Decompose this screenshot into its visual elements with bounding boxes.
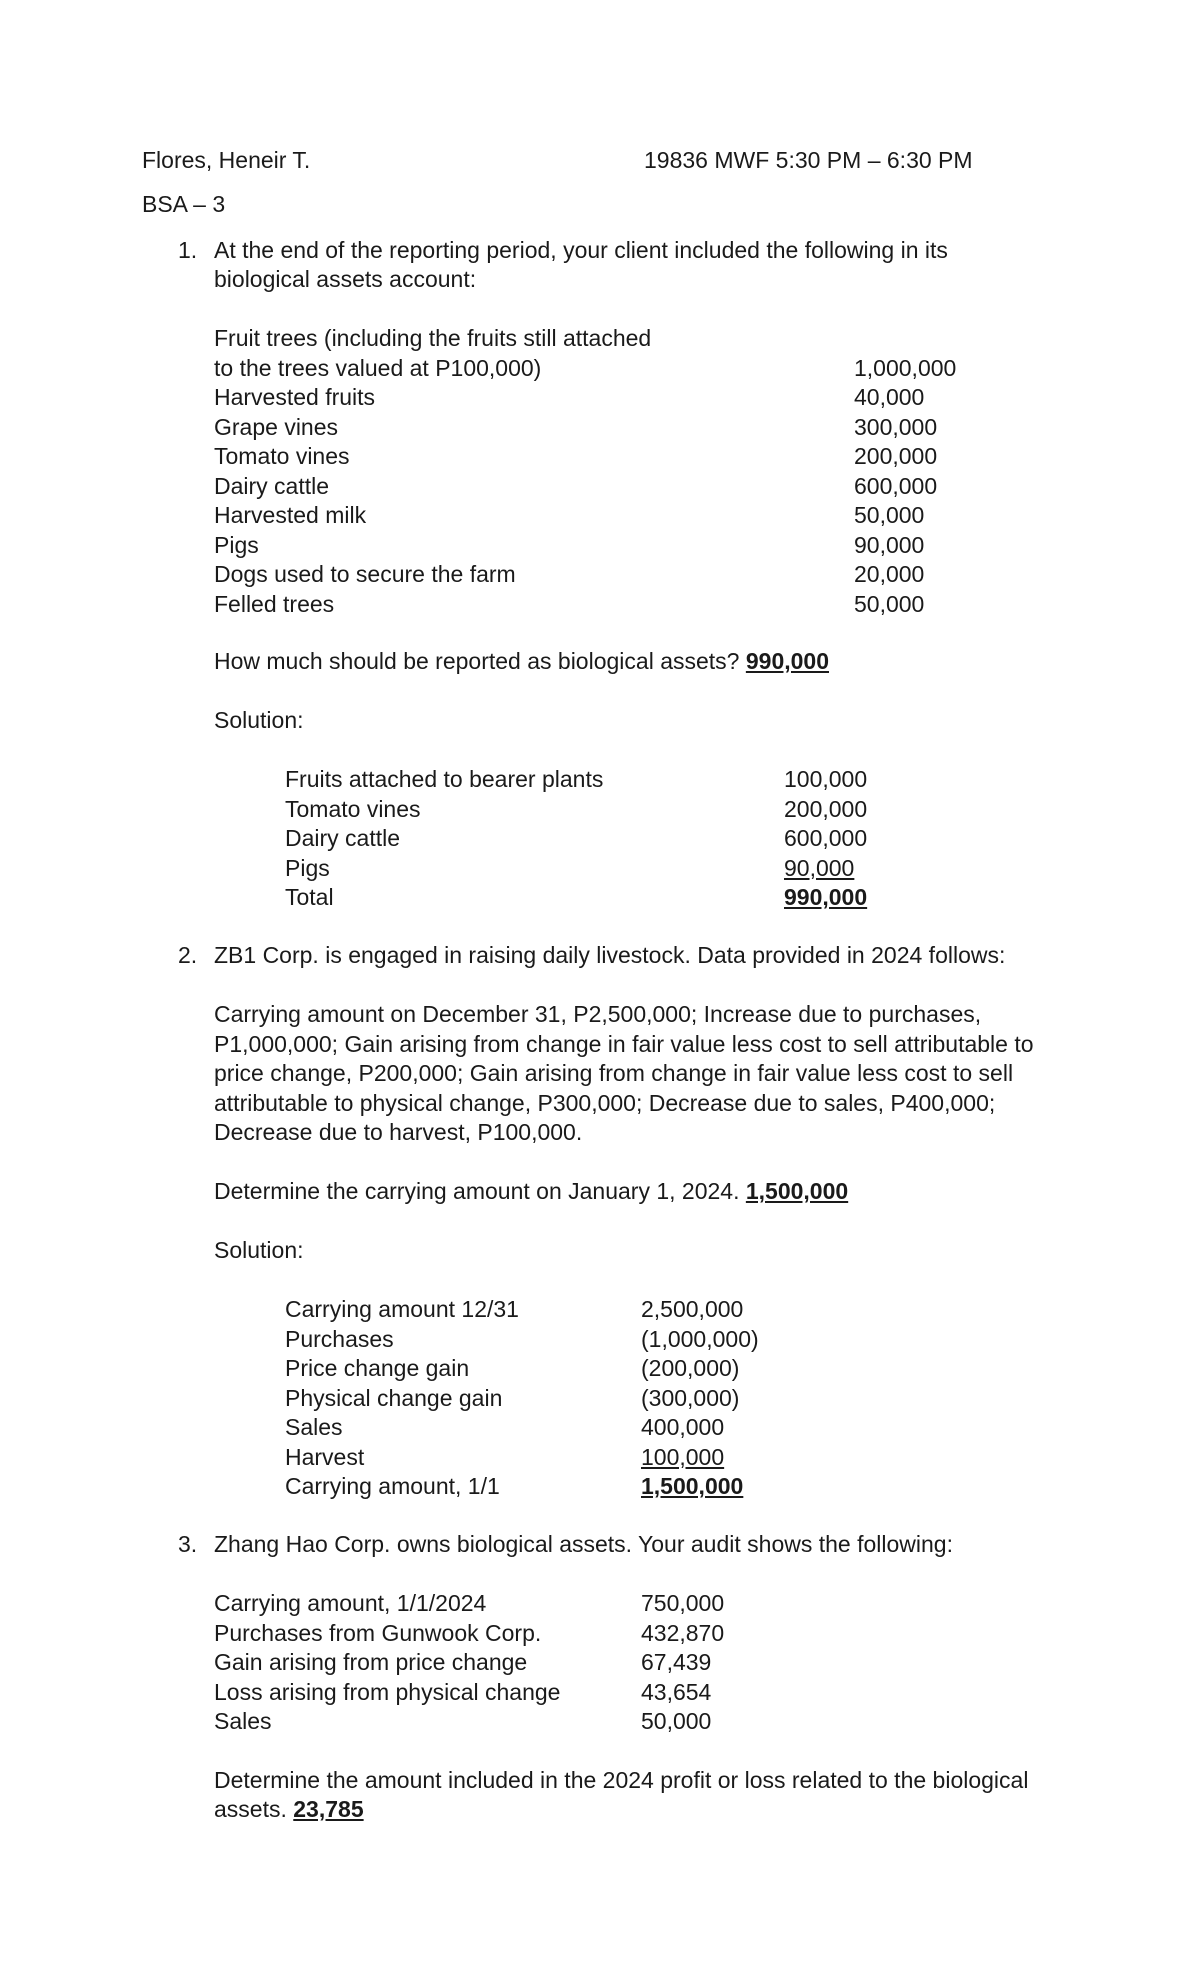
item-value: 40,000 xyxy=(854,384,925,410)
table-row xyxy=(214,472,1014,502)
solution-label: Carrying amount, 1/1 xyxy=(285,1473,500,1499)
solution-label: Fruits attached to bearer plants xyxy=(285,766,604,792)
item-value: 67,439 xyxy=(641,1649,712,1675)
item-value: 200,000 xyxy=(854,443,938,469)
item-label: Dogs used to secure the farm xyxy=(214,561,516,587)
table-row xyxy=(214,324,1014,354)
item-label: Dairy cattle xyxy=(214,472,330,499)
paragraph-line xyxy=(214,1030,1114,1060)
solution-value: 600,000 xyxy=(784,825,868,851)
paragraph-line xyxy=(214,1059,1114,1089)
solution-label: Total xyxy=(285,884,334,910)
q2-text: ZB1 Corp. is engaged in raising daily livestock. Data provided in 2024 follows: xyxy=(214,942,1006,968)
q1-question xyxy=(214,647,829,677)
q3-number: 3. xyxy=(178,1531,198,1557)
paragraph-line xyxy=(214,1118,1114,1148)
q2-question-text: Determine the carrying amount on January 1, 2024. xyxy=(214,1178,740,1204)
table-row xyxy=(285,765,985,795)
item-value: 90,000 xyxy=(854,531,925,558)
solution-label: Harvest xyxy=(285,1443,365,1470)
paragraph-line xyxy=(214,1089,1114,1119)
table-row xyxy=(214,1619,814,1649)
item-label: Harvested milk xyxy=(214,502,367,528)
solution-total: 990,000 xyxy=(784,884,868,910)
solution-value: 200,000 xyxy=(784,795,868,822)
solution-label: Dairy cattle xyxy=(285,825,401,851)
item-label: Tomato vines xyxy=(214,443,350,469)
item-label: Purchases from Gunwook Corp. xyxy=(214,1619,542,1646)
table-row xyxy=(285,883,985,913)
solution-label: Tomato vines xyxy=(285,795,421,822)
q3-answer: 23,785 xyxy=(293,1796,364,1822)
q1-solution-table xyxy=(285,765,985,913)
item-label: Loss arising from physical change xyxy=(214,1678,561,1705)
course-section: BSA – 3 xyxy=(142,191,226,217)
q2-answer: 1,500,000 xyxy=(745,1178,849,1204)
q1-question-text: How much should be reported as biological assets? xyxy=(214,648,740,674)
table-row xyxy=(214,590,1014,620)
solution-value: (1,000,000) xyxy=(641,1325,759,1352)
table-row xyxy=(285,1384,885,1414)
table-row xyxy=(285,1295,885,1325)
item-value: 432,870 xyxy=(641,1619,725,1646)
table-row xyxy=(214,442,1014,472)
table-row xyxy=(214,1678,814,1708)
item-label: Gain arising from price change xyxy=(214,1649,528,1675)
q3-question-line2 xyxy=(214,1795,364,1825)
line-text: Carrying amount on December 31, P2,500,000; Increase due to purchases, xyxy=(214,1001,982,1027)
q2-question xyxy=(214,1177,848,1207)
q2-number: 2. xyxy=(178,942,198,968)
q3-text: Zhang Hao Corp. owns biological assets. Your audit shows the following: xyxy=(214,1531,953,1557)
table-row xyxy=(285,824,985,854)
q3-items-table xyxy=(214,1589,814,1737)
solution-label: Physical change gain xyxy=(285,1384,503,1411)
item-value: 43,654 xyxy=(641,1678,712,1705)
q3-question-text: assets. xyxy=(214,1796,287,1822)
line-text: price change, P200,000; Gain arising from change in fair value less cost to sell xyxy=(214,1060,1014,1086)
table-row xyxy=(285,1354,885,1384)
table-row xyxy=(285,1443,885,1473)
item-label: Carrying amount, 1/1/2024 xyxy=(214,1590,487,1616)
table-row xyxy=(285,795,985,825)
q3-question-line1: Determine the amount included in the 2024 profit or loss related to the biological xyxy=(214,1767,1029,1793)
solution-label: Sales xyxy=(285,1414,343,1440)
solution-label: Price change gain xyxy=(285,1355,470,1381)
item-value: 20,000 xyxy=(854,561,925,587)
line-text: Decrease due to harvest, P100,000. xyxy=(214,1119,583,1145)
table-row xyxy=(214,1707,814,1737)
solution-label: Pigs xyxy=(285,854,330,881)
item-value: 600,000 xyxy=(854,472,938,499)
table-row xyxy=(214,354,1014,384)
item-label: Felled trees xyxy=(214,590,335,617)
q1-number: 1. xyxy=(178,237,198,263)
table-row xyxy=(214,413,1014,443)
item-label: to the trees valued at P100,000) xyxy=(214,354,542,381)
paragraph-line xyxy=(214,1000,1114,1030)
table-row xyxy=(214,1589,814,1619)
q1-text-line1: At the end of the reporting period, your client included the following in its xyxy=(214,237,948,263)
table-row xyxy=(214,531,1014,561)
solution-value: 100,000 xyxy=(641,1443,725,1470)
solution-total: 1,500,000 xyxy=(641,1473,744,1499)
q1-items-table xyxy=(214,324,1014,619)
line-text: attributable to physical change, P300,000; Decrease due to sales, P400,000; xyxy=(214,1089,996,1116)
item-value: 50,000 xyxy=(641,1708,712,1734)
table-row xyxy=(214,501,1014,531)
solution-value: 2,500,000 xyxy=(641,1296,744,1322)
item-value: 750,000 xyxy=(641,1590,725,1616)
q1-answer: 990,000 xyxy=(745,648,829,674)
item-value: 1,000,000 xyxy=(854,354,957,381)
solution-value: (300,000) xyxy=(641,1384,740,1411)
solution-value: 400,000 xyxy=(641,1414,725,1440)
solution-value: (200,000) xyxy=(641,1355,740,1381)
table-row xyxy=(214,383,1014,413)
line-text: P1,000,000; Gain arising from change in fair value less cost to sell attributable to xyxy=(214,1030,1034,1057)
solution-value: 100,000 xyxy=(784,766,868,792)
q1-solution-label: Solution: xyxy=(214,707,304,733)
solution-value: 90,000 xyxy=(784,854,855,881)
table-row xyxy=(285,1325,885,1355)
table-row xyxy=(285,854,985,884)
item-label: Pigs xyxy=(214,531,259,558)
item-value: 50,000 xyxy=(854,502,925,528)
table-row xyxy=(214,560,1014,590)
solution-label: Purchases xyxy=(285,1325,394,1352)
q2-solution-label: Solution: xyxy=(214,1237,304,1263)
item-value: 50,000 xyxy=(854,590,925,617)
table-row xyxy=(285,1413,885,1443)
q2-data-paragraph xyxy=(214,1000,1114,1148)
item-label: Harvested fruits xyxy=(214,384,376,410)
item-value: 300,000 xyxy=(854,413,938,440)
solution-label: Carrying amount 12/31 xyxy=(285,1296,519,1322)
item-label: Sales xyxy=(214,1708,272,1734)
q1-text-line2: biological assets account: xyxy=(214,266,477,292)
student-name: Flores, Heneir T. xyxy=(142,147,311,173)
q2-solution-table xyxy=(285,1295,885,1502)
item-label: Fruit trees (including the fruits still attached xyxy=(214,325,652,351)
class-schedule: 19836 MWF 5:30 PM – 6:30 PM xyxy=(644,147,973,173)
item-label: Grape vines xyxy=(214,413,339,440)
table-row xyxy=(285,1472,885,1502)
table-row xyxy=(214,1648,814,1678)
